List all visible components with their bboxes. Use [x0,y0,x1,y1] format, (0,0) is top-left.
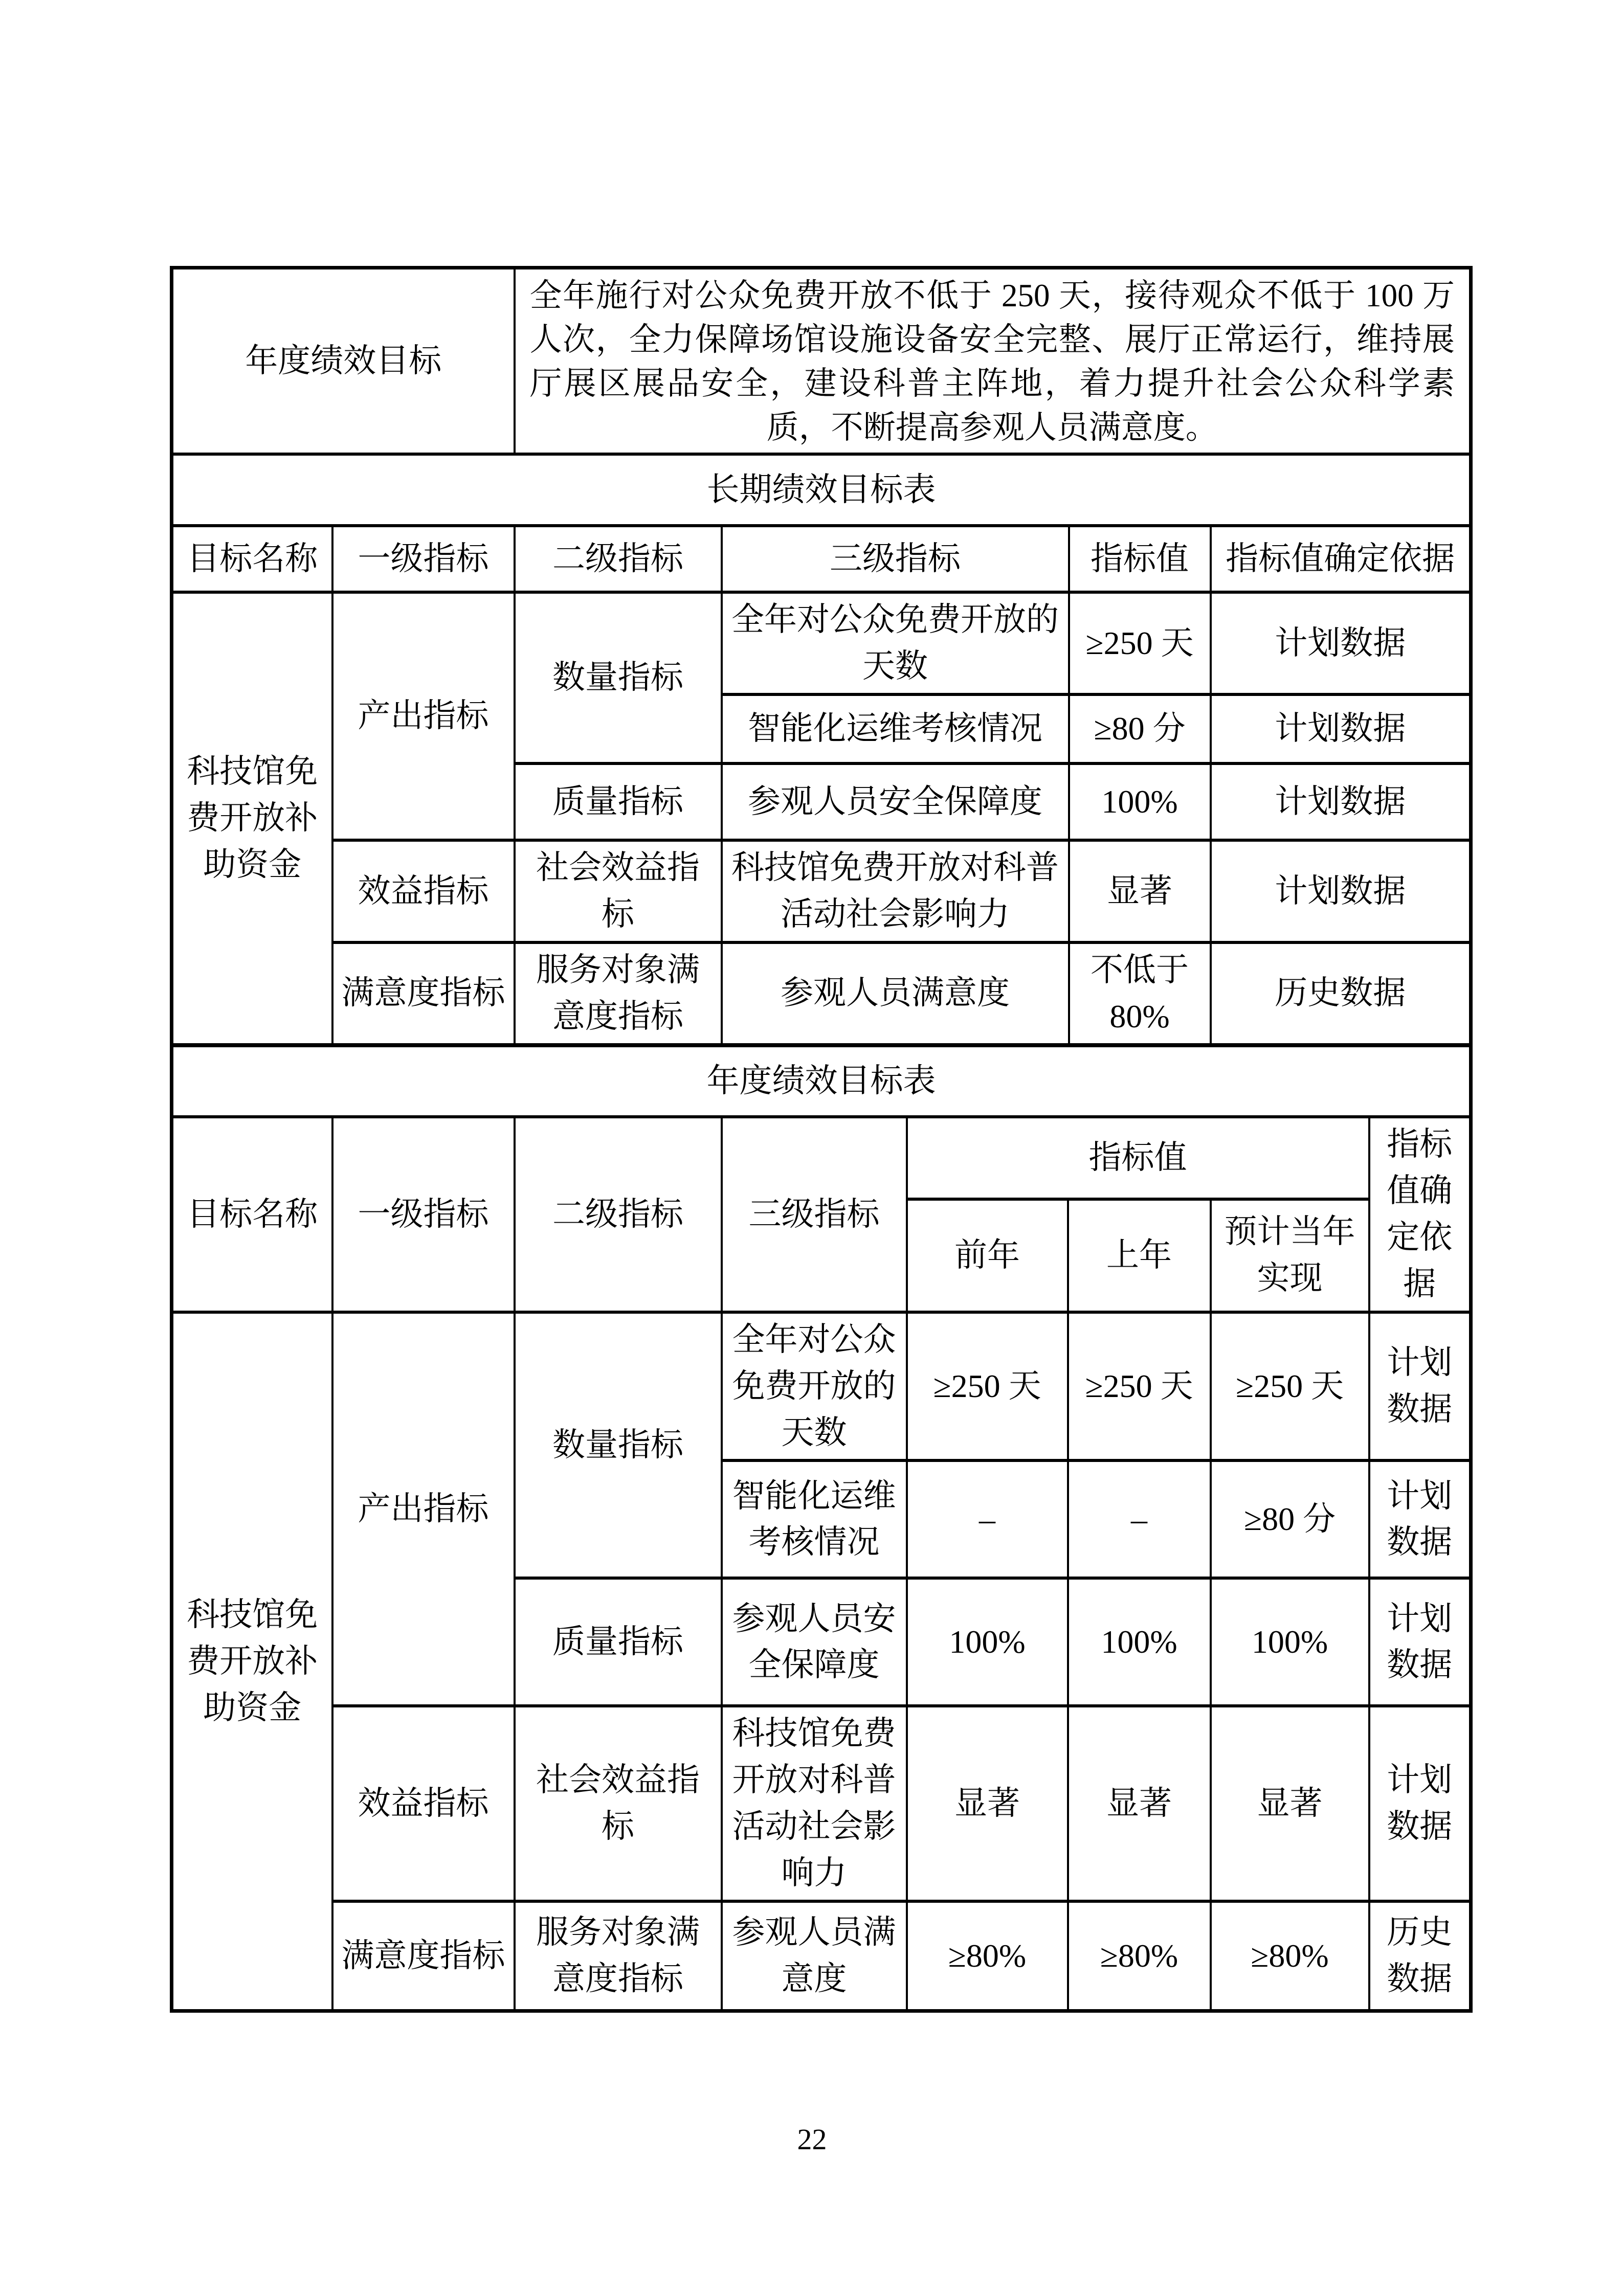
longterm-table-title: 长期绩效目标表 [172,454,1471,526]
annual-table-title: 年度绩效目标表 [172,1045,1471,1117]
value-cell: ≥250 天 [1069,592,1211,694]
value-prev2-cell: – [907,1460,1068,1578]
goal-name-cell: 科技馆免费开放补助资金 [172,592,332,1045]
header-level2: 二级指标 [515,526,722,592]
value-prev2-cell: 显著 [907,1706,1068,1901]
header-basis: 指标值确定依据 [1211,526,1471,592]
header-year-before-last: 前年 [907,1199,1068,1312]
level1-benefit-cell: 效益指标 [332,1706,515,1901]
page-number: 22 [797,2123,827,2156]
basis-cell: 历史数据 [1211,942,1471,1045]
level1-satisfaction-cell: 满意度指标 [332,1901,515,2011]
level3-cell: 智能化运维考核情况 [722,694,1069,763]
goal-name-cell: 科技馆免费开放补助资金 [172,1312,332,2011]
header-basis: 指标值确定依据 [1369,1117,1471,1312]
level3-cell: 全年对公众免费开放的天数 [722,1312,907,1461]
header-level3: 三级指标 [722,526,1069,592]
value-current-cell: 显著 [1211,1706,1369,1901]
basis-cell: 计划数据 [1211,840,1471,942]
level2-quantity-cell: 数量指标 [515,1312,722,1579]
header-value-group: 指标值 [907,1117,1369,1199]
table-row [172,1901,1471,2011]
header-level2: 二级指标 [515,1117,722,1312]
basis-cell: 计划数据 [1369,1460,1471,1578]
annual-performance-table [170,1044,1473,2013]
annual-goal-row [172,268,1471,455]
level1-output-cell: 产出指标 [332,1312,515,1706]
basis-cell: 历史数据 [1369,1901,1471,2011]
value-cell: 显著 [1069,840,1211,942]
level2-quality-cell: 质量指标 [515,1578,722,1706]
level3-cell: 参观人员满意度 [722,1901,907,2011]
value-cell: 100% [1069,763,1211,840]
value-prev2-cell: ≥80% [907,1901,1068,2011]
basis-cell: 计划数据 [1211,763,1471,840]
annual-header-row-1 [172,1117,1471,1199]
table-row [172,942,1471,1045]
annual-goal-label: 年度绩效目标 [172,268,515,455]
annual-goal-text: 全年施行对公众免费开放不低于 250 天，接待观众不低于 100 万人次，全力保障场馆设施设备安全完整、展厅正常运行，维持展厅展区展品安全，建设科普主阵地，着力提升社会公众科学素质，不断提高参观人员满意度。 [515,268,1471,455]
annual-table-title-row [172,1045,1471,1117]
value-current-cell: ≥80 分 [1211,1460,1369,1578]
value-prev1-cell: 100% [1068,1578,1211,1706]
value-current-cell: ≥80% [1211,1901,1369,2011]
table-row [172,1706,1471,1901]
header-level3: 三级指标 [722,1117,907,1312]
level2-service-cell: 服务对象满意度指标 [515,942,722,1045]
level3-cell: 科技馆免费开放对科普活动社会影响力 [722,1706,907,1901]
document-body [170,266,1472,2013]
header-goal-name: 目标名称 [172,526,332,592]
basis-cell: 计划数据 [1211,694,1471,763]
header-goal-name: 目标名称 [172,1117,332,1312]
basis-cell: 计划数据 [1369,1312,1471,1461]
header-last-year: 上年 [1068,1199,1211,1312]
longterm-performance-table [170,266,1473,1047]
value-prev2-cell: ≥250 天 [907,1312,1068,1461]
table-row [172,1312,1471,1461]
value-current-cell: 100% [1211,1578,1369,1706]
level3-cell: 参观人员安全保障度 [722,763,1069,840]
value-prev1-cell: ≥80% [1068,1901,1211,2011]
table-row [172,592,1471,694]
header-level1: 一级指标 [332,526,515,592]
longterm-table-title-row [172,454,1471,526]
level2-quantity-cell: 数量指标 [515,592,722,763]
value-prev1-cell: 显著 [1068,1706,1211,1901]
level3-cell: 参观人员安全保障度 [722,1578,907,1706]
level2-social-cell: 社会效益指标 [515,840,722,942]
basis-cell: 计划数据 [1211,592,1471,694]
value-cell: 不低于80% [1069,942,1211,1045]
header-value: 指标值 [1069,526,1211,592]
level2-service-cell: 服务对象满意度指标 [515,1901,722,2011]
value-prev1-cell: ≥250 天 [1068,1312,1211,1461]
level1-satisfaction-cell: 满意度指标 [332,942,515,1045]
basis-cell: 计划数据 [1369,1706,1471,1901]
level2-social-cell: 社会效益指标 [515,1706,722,1901]
level2-quality-cell: 质量指标 [515,763,722,840]
value-prev2-cell: 100% [907,1578,1068,1706]
value-prev1-cell: – [1068,1460,1211,1578]
level1-benefit-cell: 效益指标 [332,840,515,942]
level3-cell: 科技馆免费开放对科普活动社会影响力 [722,840,1069,942]
header-level1: 一级指标 [332,1117,515,1312]
value-cell: ≥80 分 [1069,694,1211,763]
level3-cell: 智能化运维考核情况 [722,1460,907,1578]
level3-cell: 全年对公众免费开放的天数 [722,592,1069,694]
longterm-header-row [172,526,1471,592]
level3-cell: 参观人员满意度 [722,942,1069,1045]
header-expected-current-year: 预计当年实现 [1211,1199,1369,1312]
basis-cell: 计划数据 [1369,1578,1471,1706]
value-current-cell: ≥250 天 [1211,1312,1369,1461]
table-row [172,840,1471,942]
level1-output-cell: 产出指标 [332,592,515,840]
